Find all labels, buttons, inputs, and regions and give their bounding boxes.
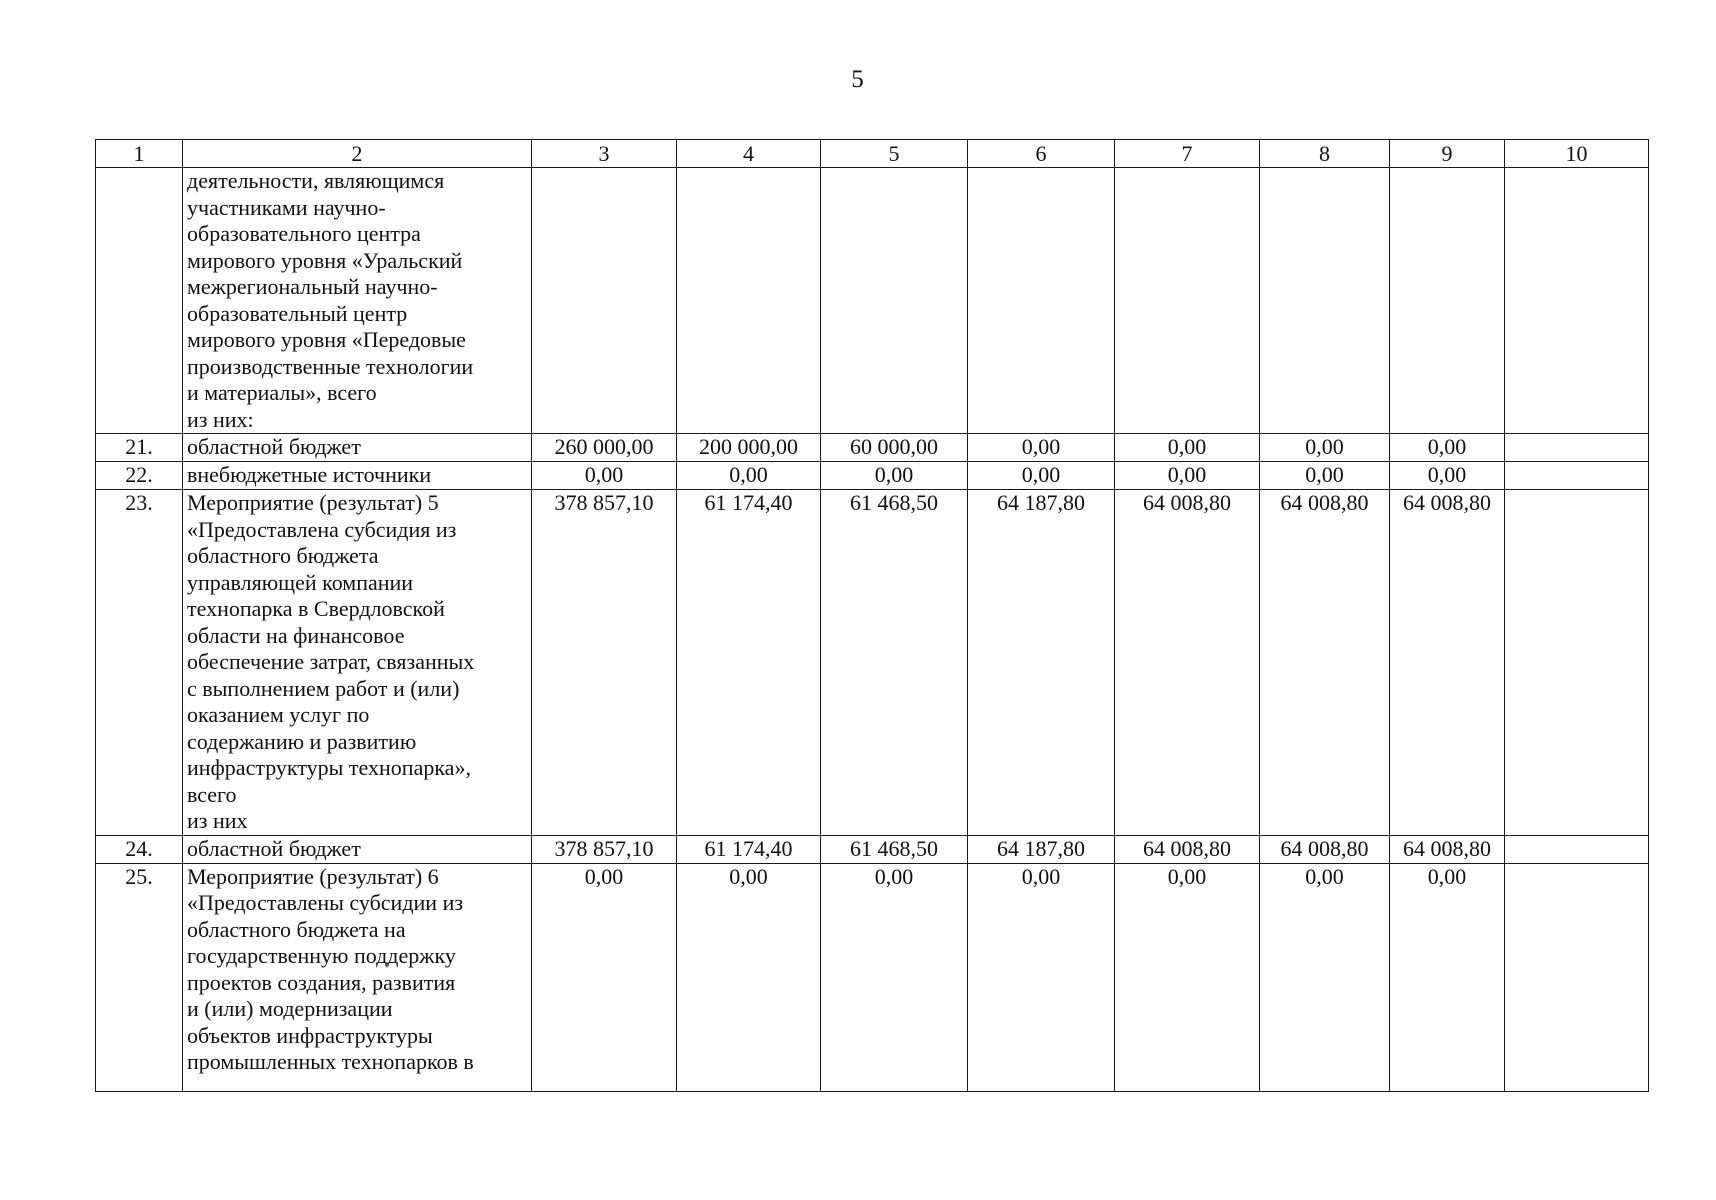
value-cell	[1505, 168, 1649, 434]
value-cell: 64 008,80	[1260, 835, 1390, 863]
value-cell: 61 468,50	[821, 490, 968, 836]
value-cell: 61 174,40	[677, 490, 821, 836]
value-cell: 0,00	[1115, 434, 1260, 462]
column-header: 10	[1505, 140, 1649, 168]
table-header-row	[96, 140, 1649, 168]
row-number: 22.	[96, 462, 183, 490]
row-number: 23.	[96, 490, 183, 836]
value-cell: 64 187,80	[968, 490, 1115, 836]
table-row	[96, 490, 1649, 836]
row-number: 21.	[96, 434, 183, 462]
row-number: 25.	[96, 863, 183, 1091]
row-number	[96, 168, 183, 434]
value-cell	[1505, 835, 1649, 863]
table-row	[96, 168, 1649, 434]
value-cell: 0,00	[968, 462, 1115, 490]
value-cell: 0,00	[532, 863, 677, 1091]
value-cell: 0,00	[968, 863, 1115, 1091]
value-cell	[532, 168, 677, 434]
table-body	[96, 168, 1649, 1092]
value-cell: 0,00	[1390, 462, 1505, 490]
value-cell	[1505, 462, 1649, 490]
value-cell: 64 008,80	[1115, 490, 1260, 836]
value-cell	[821, 168, 968, 434]
value-cell	[1505, 490, 1649, 836]
value-cell: 64 008,80	[1390, 835, 1505, 863]
value-cell	[1260, 168, 1390, 434]
value-cell: 0,00	[1260, 434, 1390, 462]
row-number: 24.	[96, 835, 183, 863]
budget-table	[95, 139, 1649, 1092]
table-row	[96, 434, 1649, 462]
value-cell: 0,00	[677, 462, 821, 490]
value-cell: 0,00	[1390, 863, 1505, 1091]
value-cell	[677, 168, 821, 434]
value-cell: 64 008,80	[1390, 490, 1505, 836]
column-header: 1	[96, 140, 183, 168]
value-cell: 378 857,10	[532, 490, 677, 836]
value-cell: 200 000,00	[677, 434, 821, 462]
value-cell: 0,00	[1390, 434, 1505, 462]
value-cell: 0,00	[677, 863, 821, 1091]
row-description: областной бюджет	[183, 835, 532, 863]
row-description: Мероприятие (результат) 5 «Предоставлена субсидия из областного бюджета управляющей компании технопарка в Свердловской области на финансовое обеспечение затрат, связанных с выполнением работ и (или) оказанием услуг по содержанию и развитию инфраструктуры технопарка», всего из них	[183, 490, 532, 836]
table-row	[96, 835, 1649, 863]
value-cell: 0,00	[821, 863, 968, 1091]
row-description: деятельности, являющимся участниками научно- образовательного центра мирового уровня «Уральский межрегиональный научно- образовательный центр мирового уровня «Передовые производственные технологии и материалы», всего из них:	[183, 168, 532, 434]
value-cell	[968, 168, 1115, 434]
value-cell: 0,00	[821, 462, 968, 490]
column-header: 4	[677, 140, 821, 168]
column-header: 2	[183, 140, 532, 168]
row-description: внебюджетные источники	[183, 462, 532, 490]
column-header: 9	[1390, 140, 1505, 168]
row-description: областной бюджет	[183, 434, 532, 462]
column-header: 7	[1115, 140, 1260, 168]
value-cell: 61 468,50	[821, 835, 968, 863]
page-number: 5	[851, 66, 865, 93]
value-cell: 64 008,80	[1260, 490, 1390, 836]
value-cell	[1390, 168, 1505, 434]
table-row	[96, 462, 1649, 490]
value-cell: 61 174,40	[677, 835, 821, 863]
value-cell: 0,00	[1260, 462, 1390, 490]
value-cell: 0,00	[1260, 863, 1390, 1091]
column-header: 8	[1260, 140, 1390, 168]
column-header: 5	[821, 140, 968, 168]
value-cell: 64 187,80	[968, 835, 1115, 863]
value-cell: 64 008,80	[1115, 835, 1260, 863]
value-cell	[1505, 434, 1649, 462]
value-cell	[1115, 168, 1260, 434]
table-row	[96, 863, 1649, 1091]
value-cell: 0,00	[532, 462, 677, 490]
column-header: 3	[532, 140, 677, 168]
value-cell	[1505, 863, 1649, 1091]
value-cell: 60 000,00	[821, 434, 968, 462]
value-cell: 378 857,10	[532, 835, 677, 863]
column-header: 6	[968, 140, 1115, 168]
value-cell: 260 000,00	[532, 434, 677, 462]
value-cell: 0,00	[1115, 462, 1260, 490]
value-cell: 0,00	[968, 434, 1115, 462]
value-cell: 0,00	[1115, 863, 1260, 1091]
row-description: Мероприятие (результат) 6 «Предоставлены субсидии из областного бюджета на государственную поддержку проектов создания, развития и (или) модернизации объектов инфраструктуры промышленных технопарков в	[183, 863, 532, 1091]
